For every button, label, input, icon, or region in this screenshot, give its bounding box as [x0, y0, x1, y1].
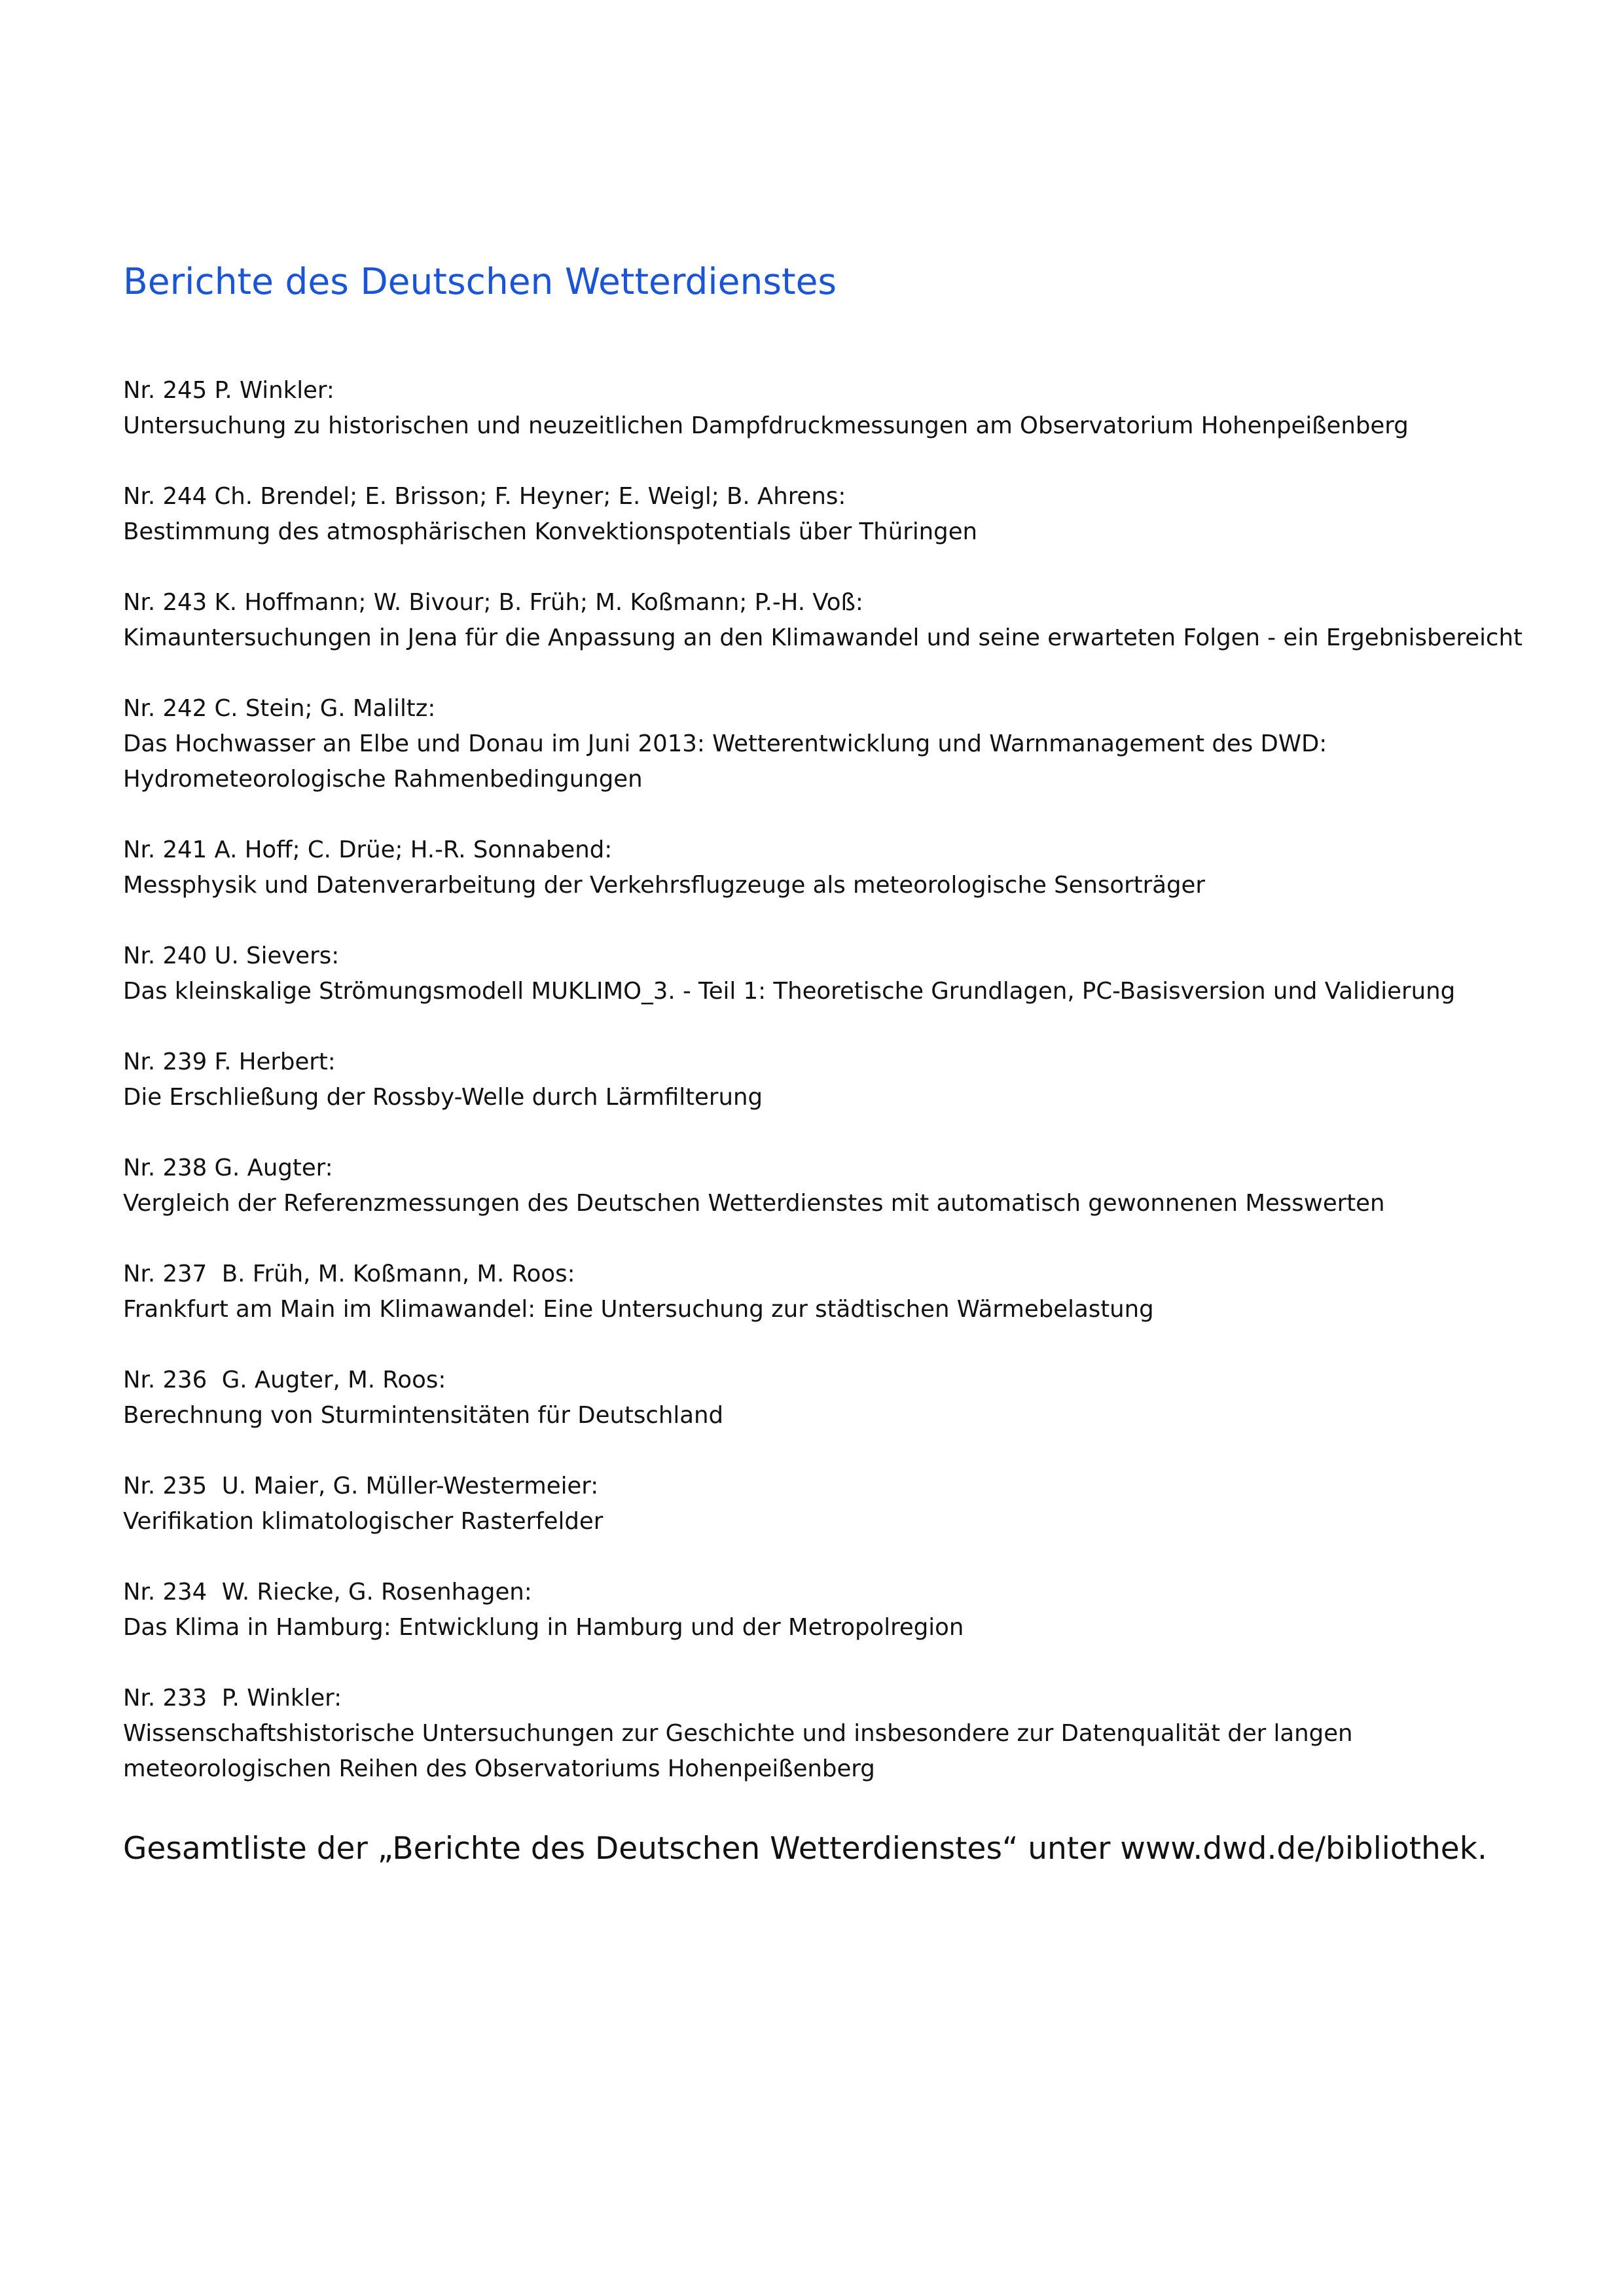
report-title: Untersuchung zu historischen und neuzeitlichen Dampfdruckmessungen am Observatorium Hohenpeißenberg: [123, 412, 1409, 439]
report-number-authors: Nr. 245 P. Winkler:: [123, 377, 334, 404]
report-number-authors: Nr. 239 F. Herbert:: [123, 1049, 336, 1075]
report-title: Vergleich der Referenzmessungen des Deutschen Wetterdienstes mit automatisch gewonnenen Messwerten: [123, 1190, 1385, 1217]
report-entry: [123, 939, 1550, 1009]
report-number-authors: Nr. 244 Ch. Brendel; E. Brisson; F. Heyner; E. Weigl; B. Ahrens:: [123, 483, 846, 510]
report-entry: [123, 833, 1550, 903]
report-entry: [123, 1257, 1550, 1327]
report-title: Das kleinskalige Strömungsmodell MUKLIMO_3. - Teil 1: Theoretische Grundlagen, PC-Basisversion und Validierung: [123, 978, 1456, 1005]
document-page: [123, 254, 1550, 1872]
report-entry: [123, 479, 1550, 550]
report-title: Bestimmung des atmosphärischen Konvektionspotentials über Thüringen: [123, 518, 978, 545]
report-number-authors: Nr. 238 G. Augter:: [123, 1155, 333, 1181]
report-title: Messphysik und Datenverarbeitung der Verkehrsflugzeuge als meteorologische Sensorträger: [123, 872, 1205, 899]
report-title: Frankfurt am Main im Klimawandel: Eine Untersuchung zur städtischen Wärmebelastung: [123, 1296, 1154, 1323]
report-number-authors: Nr. 236 G. Augter, M. Roos:: [123, 1367, 446, 1393]
report-entry: [123, 1363, 1550, 1433]
report-title: Das Klima in Hamburg: Entwicklung in Hamburg und der Metropolregion: [123, 1614, 964, 1641]
full-list-note: Gesamtliste der „Berichte des Deutschen Wetterdienstes“ unter www.dwd.de/bibliothek.: [123, 1831, 1487, 1867]
report-number-authors: Nr. 241 A. Hoff; C. Drüe; H.-R. Sonnabend:: [123, 836, 613, 863]
report-entry: [123, 1151, 1550, 1221]
report-title: Berechnung von Sturmintensitäten für Deutschland: [123, 1402, 724, 1429]
report-title: Die Erschließung der Rossby-Welle durch Lärmfilterung: [123, 1084, 763, 1111]
report-number-authors: Nr. 233 P. Winkler:: [123, 1685, 342, 1712]
report-entry: [123, 585, 1550, 656]
report-entry: [123, 1575, 1550, 1645]
report-title: Verifikation klimatologischer Rasterfelder: [123, 1508, 604, 1535]
report-number-authors: Nr. 240 U. Sievers:: [123, 942, 340, 969]
report-title: Wissenschaftshistorische Untersuchungen zur Geschichte und insbesondere zur Datenqualität der langen meteorologischen Reihen des Observatoriums Hohenpeißenberg: [123, 1720, 1353, 1782]
report-title: Kimauntersuchungen in Jena für die Anpassung an den Klimawandel und seine erwarteten Folgen - ein Ergebnisbereicht: [123, 624, 1523, 651]
report-number-authors: Nr. 237 B. Früh, M. Koßmann, M. Roos:: [123, 1261, 575, 1287]
report-entry: [123, 1469, 1550, 1539]
report-entry: [123, 1681, 1550, 1787]
report-entry: [123, 373, 1550, 444]
page-title: Berichte des Deutschen Wetterdienstes: [123, 260, 837, 302]
report-number-authors: Nr. 243 K. Hoffmann; W. Bivour; B. Früh; M. Koßmann; P.-H. Voß:: [123, 589, 863, 616]
report-entry: [123, 691, 1550, 797]
report-title: Das Hochwasser an Elbe und Donau im Juni 2013: Wetterentwicklung und Warnmanagement des DWD: Hydrometeorologische Rahmenbedingungen: [123, 730, 1327, 793]
report-number-authors: Nr. 234 W. Riecke, G. Rosenhagen:: [123, 1579, 532, 1605]
report-number-authors: Nr. 242 C. Stein; G. Maliltz:: [123, 695, 436, 722]
report-entry: [123, 1045, 1550, 1115]
report-number-authors: Nr. 235 U. Maier, G. Müller-Westermeier:: [123, 1473, 599, 1499]
report-list: [123, 373, 1550, 1787]
